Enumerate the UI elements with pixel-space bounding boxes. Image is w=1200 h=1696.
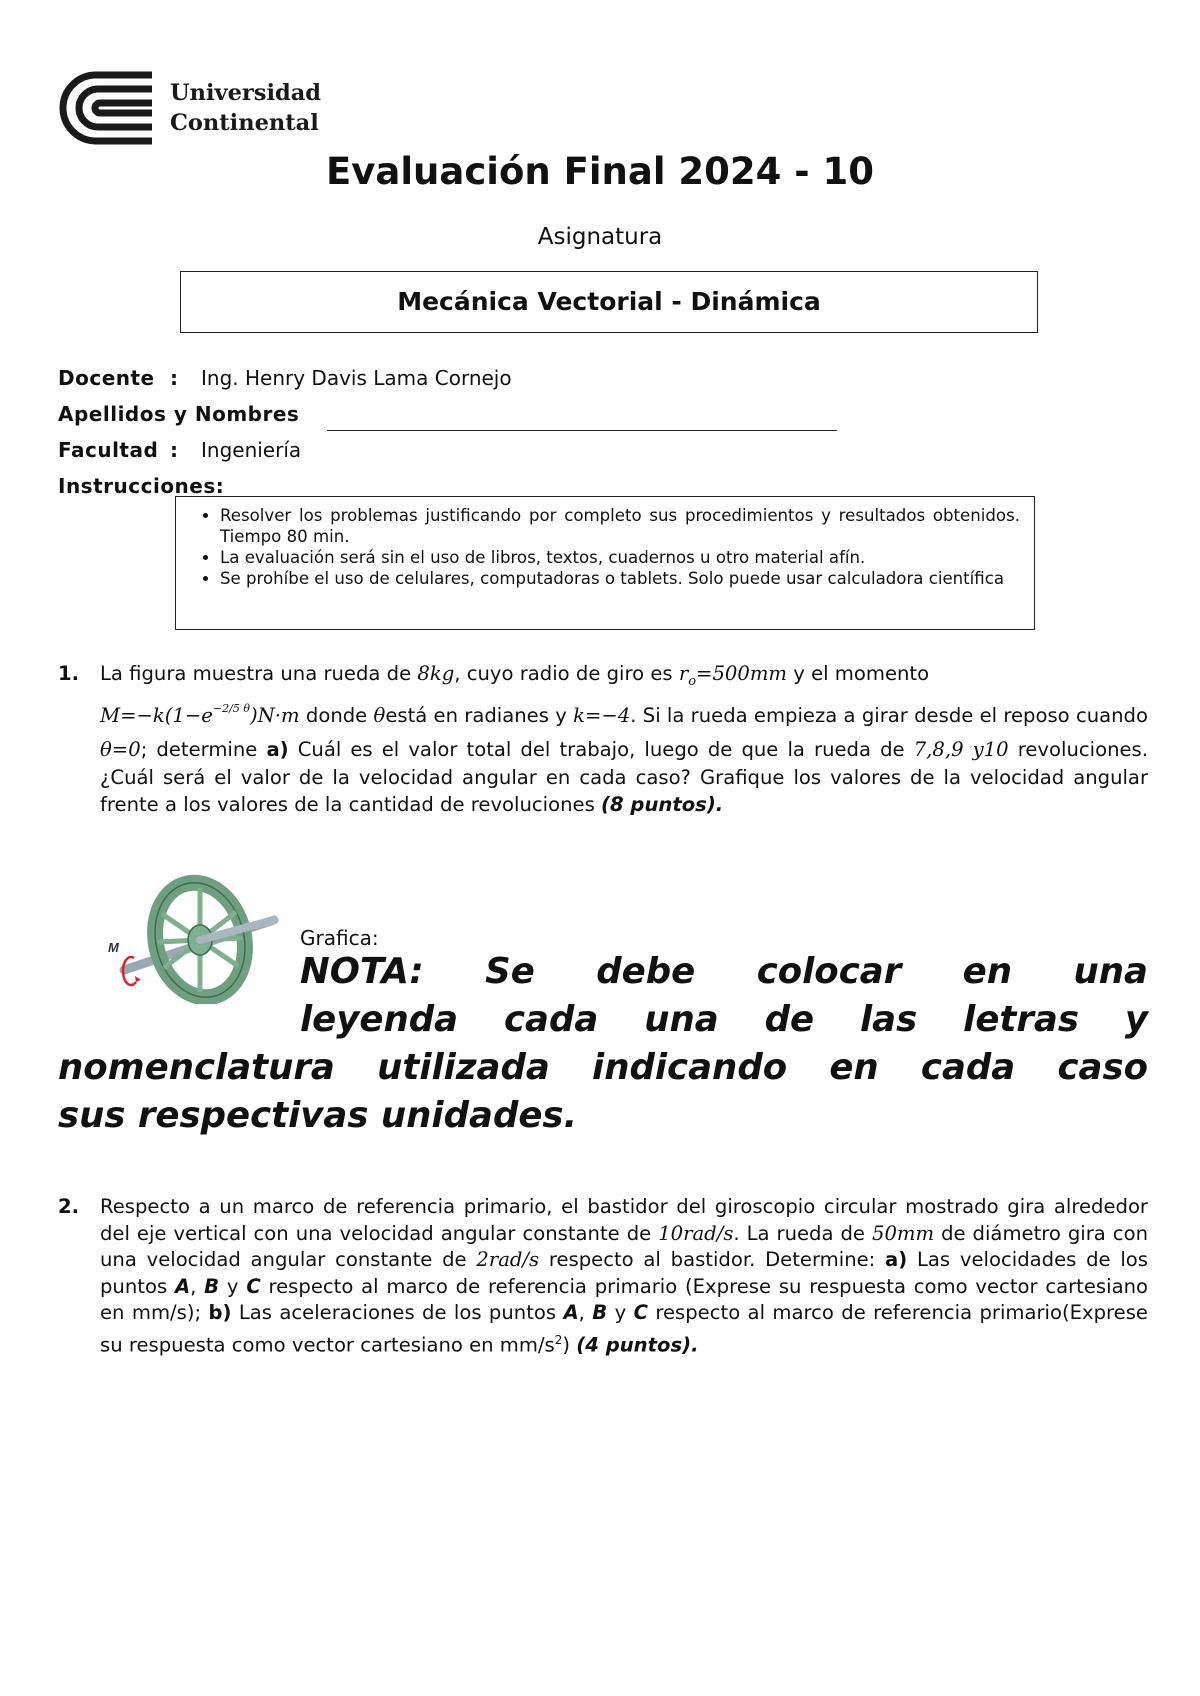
q1-math: 7,8,9 y10 bbox=[913, 738, 1009, 762]
q2-text: ) bbox=[562, 1333, 577, 1357]
q1-text: ; determine bbox=[140, 738, 267, 762]
q2-math: 50mm bbox=[871, 1221, 935, 1245]
docente-value: Ing. Henry Davis Lama Cornejo bbox=[201, 366, 512, 390]
nota-line-1: NOTA: Se debe colocar en una bbox=[300, 951, 1148, 992]
instruction-item: • La evaluación será sin el uso de libros, textos, cuadernos u otro material afín. bbox=[220, 547, 1020, 568]
q2-point-b: B bbox=[204, 1274, 220, 1298]
nota-line-4: sus respectivas unidades. bbox=[58, 1095, 578, 1136]
q2-text: , bbox=[190, 1274, 205, 1298]
question-body bbox=[100, 660, 1148, 819]
grafica-label: Grafica: bbox=[300, 926, 379, 950]
q1-text: . Si la rueda empieza a girar desde el reposo cuando bbox=[630, 704, 1148, 728]
q2-text: . La rueda de bbox=[733, 1221, 872, 1245]
page-title: Evaluación Final 2024 - 10 bbox=[325, 150, 875, 193]
q1-math: M=−k(1−e bbox=[100, 704, 213, 728]
question-number: 1. bbox=[58, 662, 80, 685]
q2-text: y bbox=[607, 1301, 634, 1324]
q2-text: Respecto a un marco de referencia primario, el bastidor del giroscopio circular mostrado gira alrededor del eje vertical con una velocidad angular constante de bbox=[100, 1195, 1148, 1245]
facultad-colon: : bbox=[170, 438, 178, 462]
instructions-box bbox=[175, 496, 1035, 630]
q2-point-a: A bbox=[563, 1301, 579, 1324]
instructions-list bbox=[188, 505, 1020, 589]
nota-block bbox=[58, 948, 1148, 1140]
q1-math: k=−4 bbox=[573, 704, 631, 728]
q2-points: (4 puntos). bbox=[576, 1333, 699, 1357]
q1-math-exponent: −2/5 θ bbox=[212, 702, 250, 716]
logo-line-2: Continental bbox=[170, 110, 319, 136]
q2-math: 2rad/s bbox=[476, 1248, 540, 1271]
q2-text: respecto al marco de referencia primario(Exprese su respuesta como vector cartesiano en mm/s bbox=[100, 1301, 1148, 1357]
q2-text: respecto al marco de referencia primario (Exprese su respuesta como vector cartesiano en mm/s); bbox=[100, 1274, 1148, 1324]
q2-point-a: A bbox=[174, 1274, 191, 1298]
logo-wordmark bbox=[170, 78, 321, 138]
q1-text: y el momento bbox=[787, 662, 930, 685]
q1-math: θ bbox=[373, 704, 386, 728]
question-body bbox=[100, 1194, 1148, 1359]
q2-text: Las velocidades de los puntos bbox=[100, 1248, 1148, 1298]
facultad-value: Ingeniería bbox=[201, 438, 302, 462]
q2-superscript: 2 bbox=[554, 1332, 563, 1347]
question-1 bbox=[58, 660, 1148, 819]
q2-text: respecto al bastidor. Determine: bbox=[539, 1248, 886, 1271]
q1-math-sub: o bbox=[688, 673, 697, 689]
q1-math: =500mm bbox=[696, 662, 788, 685]
apellidos-field bbox=[58, 402, 299, 426]
subject-label: Asignatura bbox=[537, 224, 663, 250]
q2-bold: a) bbox=[885, 1248, 908, 1271]
nota-line-3: nomenclatura utilizada indicando en cada caso bbox=[58, 1047, 1148, 1088]
q1-math: θ=0 bbox=[100, 738, 141, 762]
facultad-field bbox=[58, 438, 302, 462]
q1-bold: a) bbox=[266, 738, 289, 762]
docente-label: Docente bbox=[58, 366, 155, 390]
docente-colon: : bbox=[170, 366, 178, 390]
facultad-label: Facultad bbox=[58, 438, 159, 462]
q1-text: donde bbox=[299, 704, 374, 728]
subject-box: Mecánica Vectorial - Dinámica bbox=[180, 271, 1038, 333]
q2-bold: b) bbox=[208, 1301, 232, 1324]
logo-c-icon bbox=[56, 70, 166, 146]
q1-points: (8 puntos). bbox=[601, 793, 724, 817]
q1-text: , cuyo radio de giro es bbox=[454, 662, 679, 685]
apellidos-label: Apellidos y Nombres bbox=[58, 402, 300, 426]
university-logo bbox=[56, 70, 326, 146]
question-2 bbox=[58, 1194, 1148, 1359]
q2-text: y bbox=[219, 1274, 247, 1298]
q2-text: , bbox=[578, 1301, 593, 1324]
q2-math: 10rad/s bbox=[658, 1221, 734, 1245]
q1-math: r bbox=[678, 662, 689, 685]
q1-text: La figura muestra una rueda de bbox=[100, 662, 418, 685]
instruction-item: • Se prohíbe el uso de celulares, computadoras o tablets. Solo puede usar calculadora científica bbox=[220, 568, 1020, 589]
instrucciones-field bbox=[58, 474, 224, 498]
instruction-item: • Resolver los problemas justificando por completo sus procedimientos y resultados obtenidos. Tiempo 80 min. bbox=[220, 505, 1020, 547]
wheel-moment-label: M bbox=[108, 940, 119, 955]
name-blank-line[interactable] bbox=[327, 430, 837, 431]
logo-line-1: Universidad bbox=[170, 80, 322, 106]
question-number: 2. bbox=[58, 1195, 80, 1218]
q2-text: de diámetro gira con una velocidad angular constante de bbox=[100, 1221, 1148, 1271]
q2-point-c: C bbox=[246, 1274, 261, 1298]
q2-point-c: C bbox=[633, 1301, 648, 1324]
q1-math: 8kg bbox=[417, 662, 455, 685]
q1-math: )N·m bbox=[250, 704, 300, 728]
nota-line-2: leyenda cada una de las letras y bbox=[300, 999, 1148, 1040]
q1-text: revoluciones. ¿Cuál será el valor de la velocidad angular en cada caso? Grafique los valores de la velocidad angular frente a los valores de la cantidad de revoluciones bbox=[100, 738, 1148, 817]
q1-text: Cuál es el valor total del trabajo, luego de que la rueda de bbox=[288, 738, 914, 762]
instrucciones-label: Instrucciones: bbox=[58, 474, 225, 498]
q2-point-b: B bbox=[592, 1301, 608, 1324]
docente-field bbox=[58, 366, 512, 390]
q2-text: Las aceleraciones de los puntos bbox=[231, 1301, 564, 1324]
q1-text: está en radianes y bbox=[385, 704, 574, 728]
